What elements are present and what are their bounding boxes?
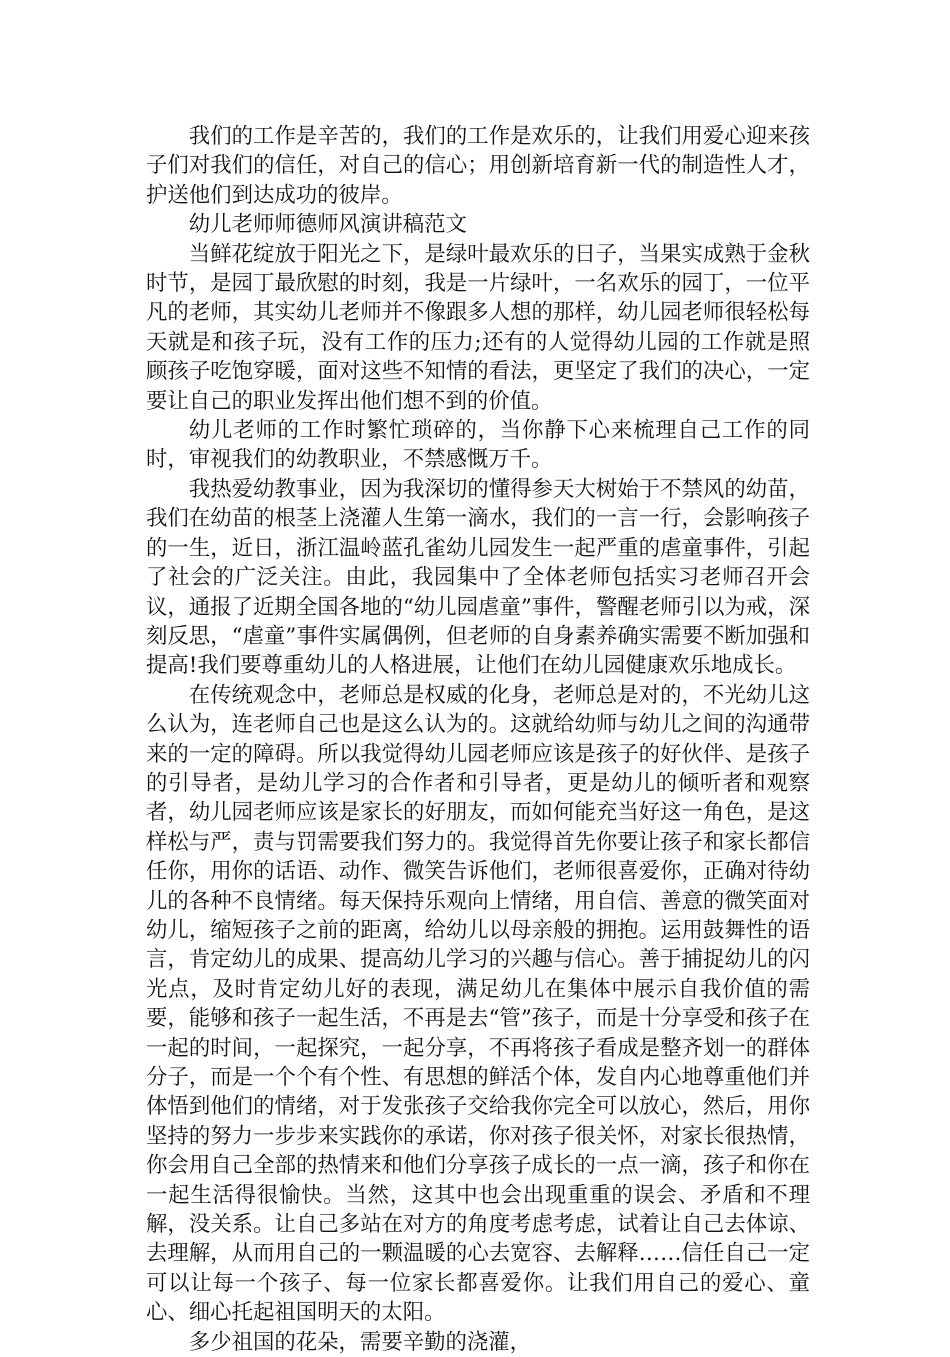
paragraph-green-leaf: 当鲜花绽放于阳光之下，是绿叶最欢乐的日子，当果实成熟于金秋时节，是园丁最欣慰的时刻，我是一片绿叶，一名欢乐的园丁，一位平凡的老师，其实幼儿老师并不像跟多人想的那样，幼儿园老师很轻松每天就是和孩子玩，没有工作的压力;还有的人觉得幼儿园的工作就是照顾孩子吃饱穿暖，面对这些不知情的看法，更坚定了我们的决心，一定要让自己的职业发挥出他们想不到的价值。 [146, 241, 810, 414]
paragraph-busy-work: 幼儿老师的工作时繁忙琐碎的，当你静下心来梳理自己工作的同时，审视我们的幼教职业，不禁感慨万千。 [146, 418, 810, 473]
paragraph-love-education: 我热爱幼教事业，因为我深切的懂得参天大树始于不禁风的幼苗，我们在幼苗的根茎上浇灌人生第一滴水，我们的一言一行，会影响孩子的一生，近日，浙江温岭蓝孔雀幼儿园发生一起严重的虐童事件，引起了社会的广泛关注。由此，我园集中了全体老师包括实习老师召开会议，通报了近期全国各地的“幼儿园虐童”事件，警醒老师引以为戒，深刻反思，“虐童”事件实属偶例，但老师的自身素养确实需要不断加强和提高!我们要尊重幼儿的人格进展，让他们在幼儿园健康欢乐地成长。 [146, 476, 810, 679]
paragraph-flowers: 多少祖国的花朵，需要辛勤的浇灌， [188, 1329, 532, 1355]
document-body [146, 122, 810, 1357]
section-title: 幼儿老师师德师风演讲稿范文 [188, 212, 467, 238]
paragraph-traditional-view: 在传统观念中，老师总是权威的化身，老师总是对的，不光幼儿这么认为，连老师自己也是这么认为的。这就给幼师与幼儿之间的沟通带来的一定的障碍。所以我觉得幼儿园老师应该是孩子的好伙伴、是孩子的引导者，是幼儿学习的合作者和引导者，更是幼儿的倾听者和观察者，幼儿园老师应该是家长的好朋友，而如何能充当好这一角色，是这样松与严，责与罚需要我们努力的。我觉得首先你要让孩子和家长都信任你，用你的话语、动作、微笑告诉他们，老师很喜爱你，正确对待幼儿的各种不良情绪。每天保持乐观向上情绪，用自信、善意的微笑面对幼儿，缩短孩子之前的距离，给幼儿以母亲般的拥抱。运用鼓舞性的语言，肯定幼儿的成果、提高幼儿学习的兴趣与信心。善于捕捉幼儿的闪光点，及时肯定幼儿好的表现，满足幼儿在集体中展示自我价值的需要，能够和孩子一起生活，不再是去“管”孩子，而是十分享受和孩子在一起的时间，一起探究，一起分享，不再将孩子看成是整齐划一的群体分子，而是一个个有个性、有思想的鲜活个体，发自内心地尊重他们并体悟到他们的情绪，对于发张孩子交给我你完全可以放心，然后，用你坚持的努力一步步来实践你的承诺，你对孩子很关怀，对家长很热情，你会用自己全部的热情来和他们分享孩子成长的一点一滴，孩子和你在一起生活得很愉快。当然，这其中也会出现重重的误会、矛盾和不理解，没关系。让自己多站在对方的角度考虑考虑，试着让自己去体谅、去理解，从而用自己的一颗温暖的心去宽容、去解释……信任自己一定可以让每一个孩子、每一位家长都喜爱你。让我们用自己的爱心、童心、细心托起祖国明天的太阳。 [146, 682, 810, 1326]
paragraph-intro-closing: 我们的工作是辛苦的，我们的工作是欢乐的，让我们用爱心迎来孩子们对我们的信任，对自己的信心；用创新培育新一代的制造性人才，护送他们到达成功的彼岸。 [146, 124, 810, 208]
